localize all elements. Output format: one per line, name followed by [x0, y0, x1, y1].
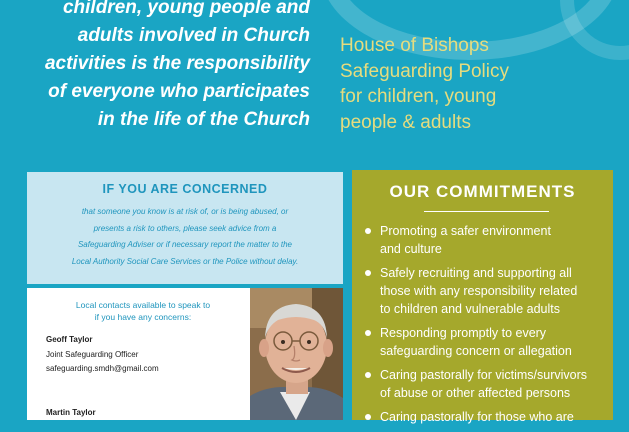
bullet-icon	[365, 372, 371, 378]
concerned-line: Safeguarding Adviser or if necessary report the matter to the	[77, 240, 293, 249]
commitments-list	[364, 222, 609, 432]
commitments-heading: OUR COMMITMENTS	[389, 182, 576, 201]
commitment-line: Safely recruiting and supporting all	[380, 266, 572, 280]
commitment-item	[364, 264, 609, 318]
contact-photo	[250, 288, 343, 420]
commitment-line: Promoting a safer environment	[380, 224, 551, 238]
contact-email[interactable]: safeguarding.smdh@gmail.com	[46, 364, 159, 373]
bullet-icon	[365, 270, 371, 276]
concerned-heading: IF YOU ARE CONCERNED	[102, 182, 268, 196]
contacts-heading	[43, 299, 243, 323]
quote-line: children, young people and	[62, 0, 310, 18]
concerned-body	[27, 204, 343, 270]
commitment-line: and culture	[380, 242, 442, 256]
heading-divider	[424, 211, 549, 212]
commitment-line: Caring pastorally for victims/survivors	[380, 368, 587, 382]
contacts-heading-line: Local contacts available to speak to	[75, 300, 211, 310]
contact-name: Geoff Taylor	[46, 335, 93, 344]
bullet-icon	[365, 414, 371, 420]
contact-name: Martin Taylor	[46, 408, 96, 417]
commitment-item	[364, 366, 609, 402]
commitment-item	[364, 324, 609, 360]
commitment-item	[364, 408, 609, 426]
concerned-line: that someone you know is at risk of, or is being abused, or	[81, 207, 289, 216]
commitment-line: safeguarding concern or allegation	[380, 344, 572, 358]
bullet-icon	[365, 330, 371, 336]
policy-title-line: Safeguarding Policy	[340, 60, 509, 82]
policy-title-line: House of Bishops	[340, 35, 489, 56]
commitment-line: to children and vulnerable adults	[380, 302, 560, 316]
concerned-line: presents a risk to others, please seek advice from a	[93, 223, 277, 233]
commitment-line: of abuse or other affected persons	[380, 386, 571, 400]
quote-line: adults involved in Church	[77, 25, 310, 46]
our-commitments-panel	[352, 170, 613, 424]
contacts-heading-line: if you have any concerns:	[94, 312, 192, 322]
policy-title-line: for children, young	[340, 86, 497, 107]
contact-geoff-taylor	[46, 333, 159, 377]
policy-title	[340, 33, 610, 135]
policy-title-line: people & adults	[340, 111, 471, 133]
quote-line: in the life of the Church	[97, 109, 310, 130]
concerned-line: Local Authority Social Care Services or the Police without delay.	[71, 256, 299, 266]
commitment-line: Caring pastorally for those who are	[380, 410, 574, 424]
commitment-line: Responding promptly to every	[380, 326, 547, 340]
safeguarding-quote	[10, 0, 310, 134]
portrait-illustration	[250, 288, 343, 420]
quote-line: of everyone who participates	[48, 81, 310, 102]
commitment-item	[364, 222, 609, 258]
bullet-icon	[365, 228, 371, 234]
if-you-are-concerned-panel	[27, 172, 343, 284]
contact-martin-taylor	[46, 406, 96, 421]
quote-line: activities is the responsibility	[44, 53, 310, 74]
commitment-line: those with any responsibility related	[380, 284, 578, 298]
contact-role: Joint Safeguarding Officer	[46, 349, 139, 359]
